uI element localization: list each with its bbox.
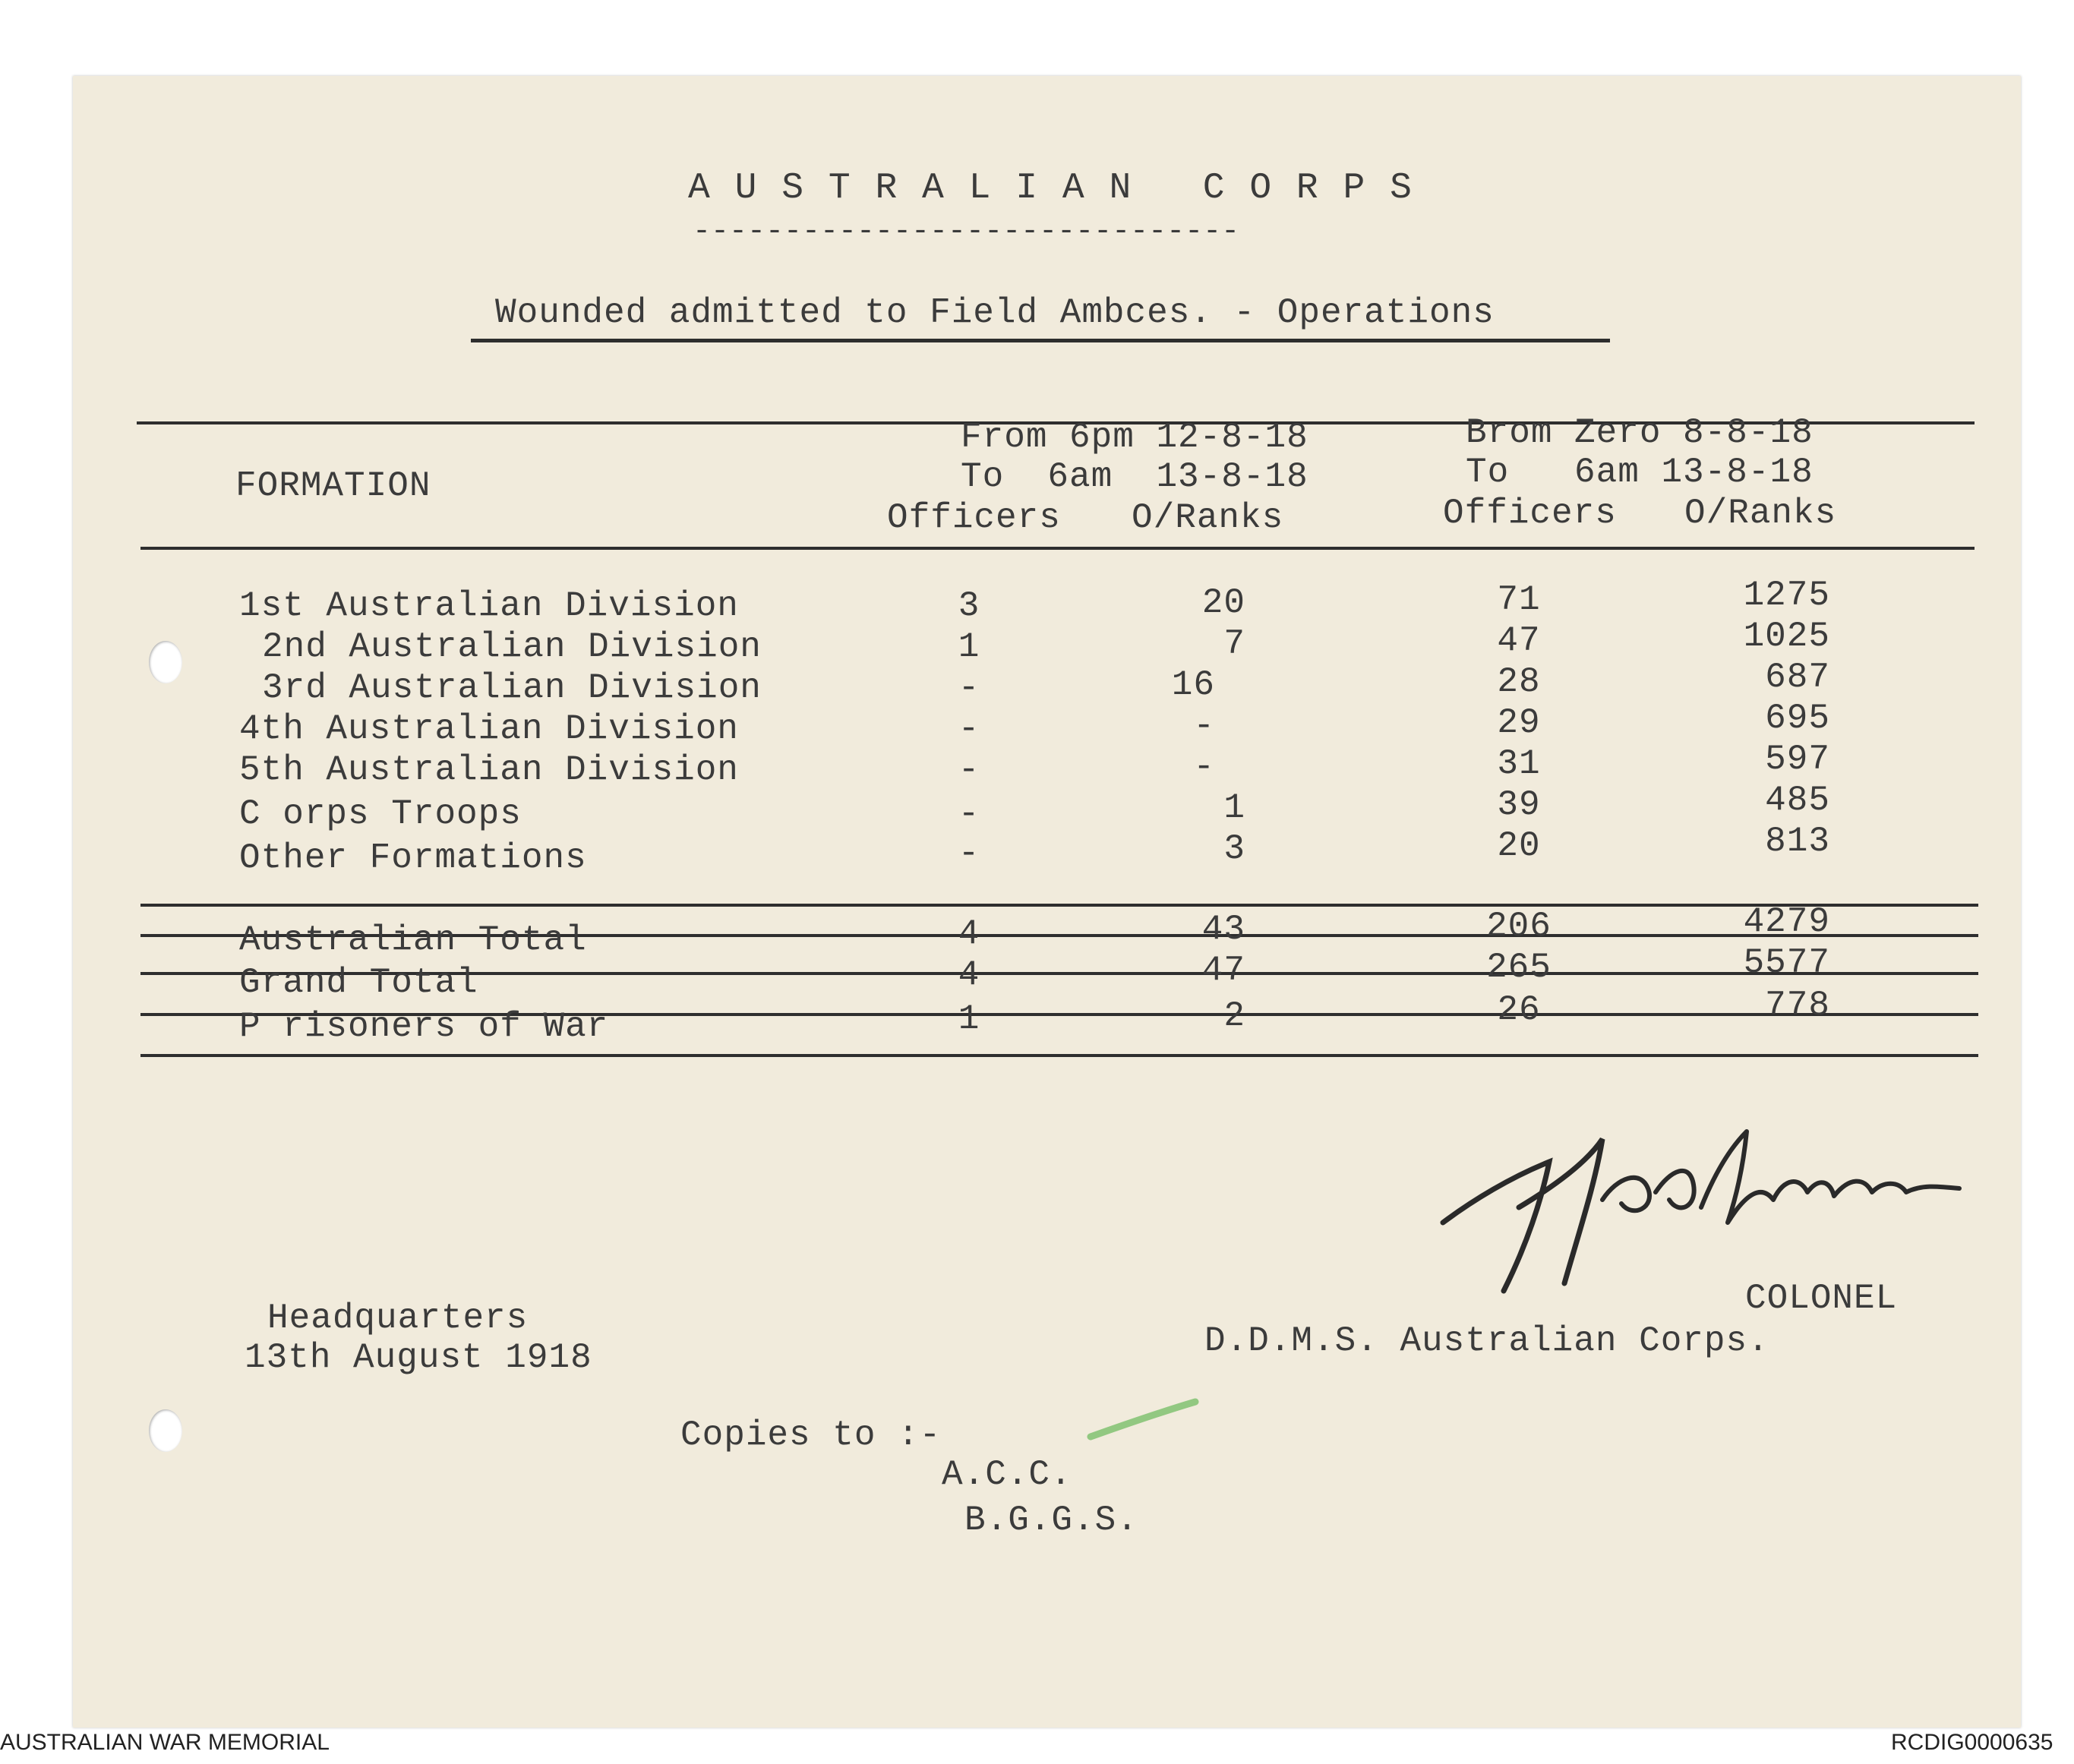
row-p2-oranks: 485 (1765, 781, 1830, 820)
row-p2-officers: 29 (1497, 703, 1541, 743)
row-p1-officers: - (958, 834, 980, 873)
row-p2-oranks: 1025 (1743, 617, 1830, 656)
period2-line1: Brom Zero 8-8-18 (1466, 413, 1814, 453)
row-p2-oranks: 597 (1765, 740, 1830, 779)
row-formation: Other Formations (239, 838, 587, 878)
footer-record-id: RCDIG0000635 (1891, 1730, 2053, 1755)
totals-p1-oranks: 2 (1223, 996, 1245, 1036)
row-p1-officers: 3 (958, 586, 980, 626)
document-subtitle: Wounded admitted to Field Ambces. - Operations (495, 293, 1495, 333)
totals-p1-oranks: 47 (1201, 951, 1245, 990)
totals-p2-officers: 26 (1497, 990, 1541, 1030)
row-p2-oranks: 813 (1765, 822, 1830, 861)
row-p1-oranks: 1 (1223, 788, 1245, 828)
period1-oranks-header: O/Ranks (1132, 498, 1284, 538)
period1-officers-header: Officers (887, 498, 1061, 538)
totals-p2-oranks: 4279 (1743, 902, 1830, 942)
period2-oranks-header: O/Ranks (1684, 494, 1837, 533)
totals-p2-oranks: 5577 (1743, 943, 1830, 983)
totals-formation: Australian Total (239, 920, 587, 960)
row-formation: 3rd Australian Division (262, 668, 762, 708)
copies-recipient-acc: A.C.C. (942, 1455, 1072, 1494)
signatory-appointment: D.D.M.S. Australian Corps. (1204, 1321, 1769, 1361)
copies-label: Copies to :- (680, 1415, 942, 1455)
row-formation: 5th Australian Division (239, 750, 739, 790)
row-p2-officers: 39 (1497, 785, 1541, 825)
totals-top-rule (140, 904, 1978, 907)
row-formation: 2nd Australian Division (262, 627, 762, 667)
row-p1-oranks: - (1193, 747, 1215, 787)
period2-line2: To 6am 13-8-18 (1466, 453, 1814, 492)
period2-officers-header: Officers (1443, 494, 1617, 533)
row-p1-oranks: 3 (1223, 829, 1245, 869)
green-pencil-mark (1086, 1397, 1200, 1443)
row-p1-oranks: 16 (1171, 665, 1215, 705)
row-p1-oranks: 20 (1201, 583, 1245, 623)
row-p2-officers: 71 (1497, 580, 1541, 620)
totals-p1-officers: 4 (958, 914, 980, 954)
row-p2-oranks: 1275 (1743, 576, 1830, 615)
totals-formation: Grand Total (239, 963, 478, 1002)
row-p1-oranks: - (1193, 706, 1215, 746)
totals-p2-officers: 206 (1486, 907, 1552, 946)
punch-hole-top (149, 641, 182, 683)
document-title: A U S T R A L I A N C O R P S (688, 168, 1413, 209)
punch-hole-bottom (149, 1409, 182, 1452)
date: 13th August 1918 (245, 1338, 592, 1377)
row-p2-officers: 28 (1497, 662, 1541, 702)
row-p1-oranks: 7 (1223, 624, 1245, 664)
totals-p2-oranks: 778 (1765, 986, 1830, 1025)
period1-line1: From 6pm 12-8-18 (961, 418, 1308, 457)
row-formation: C orps Troops (239, 794, 522, 834)
row-p1-officers: - (958, 750, 980, 790)
row-p1-officers: - (958, 709, 980, 749)
title-dashed-underline: ------------------------------ (693, 215, 1240, 249)
row-p2-officers: 31 (1497, 744, 1541, 784)
row-p2-oranks: 695 (1765, 699, 1830, 738)
row-p1-officers: 1 (958, 627, 980, 667)
totals-formation: P risoners of War (239, 1007, 609, 1046)
totals-p2-officers: 265 (1486, 948, 1552, 987)
row-formation: 1st Australian Division (239, 586, 739, 626)
footer-institution: AUSTRALIAN WAR MEMORIAL (0, 1730, 330, 1755)
totals-bottom-rule (140, 1054, 1978, 1057)
copies-recipient-bggs: B.G.G.S. (964, 1501, 1138, 1540)
row-p2-officers: 47 (1497, 621, 1541, 661)
totals-p1-officers: 1 (958, 999, 980, 1039)
row-p1-officers: - (958, 794, 980, 834)
row-p2-officers: 20 (1497, 826, 1541, 866)
row-formation: 4th Australian Division (239, 709, 739, 749)
header-bottom-rule (140, 547, 1975, 550)
place: Headquarters (267, 1299, 529, 1338)
totals-p1-oranks: 43 (1201, 910, 1245, 949)
row-p1-officers: - (958, 668, 980, 708)
row-p2-oranks: 687 (1765, 658, 1830, 697)
period1-line2: To 6am 13-8-18 (961, 457, 1308, 497)
totals-p1-officers: 4 (958, 955, 980, 995)
subtitle-underline (471, 339, 1610, 342)
formation-header: FORMATION (235, 466, 431, 506)
signatory-rank: COLONEL (1745, 1279, 1898, 1318)
